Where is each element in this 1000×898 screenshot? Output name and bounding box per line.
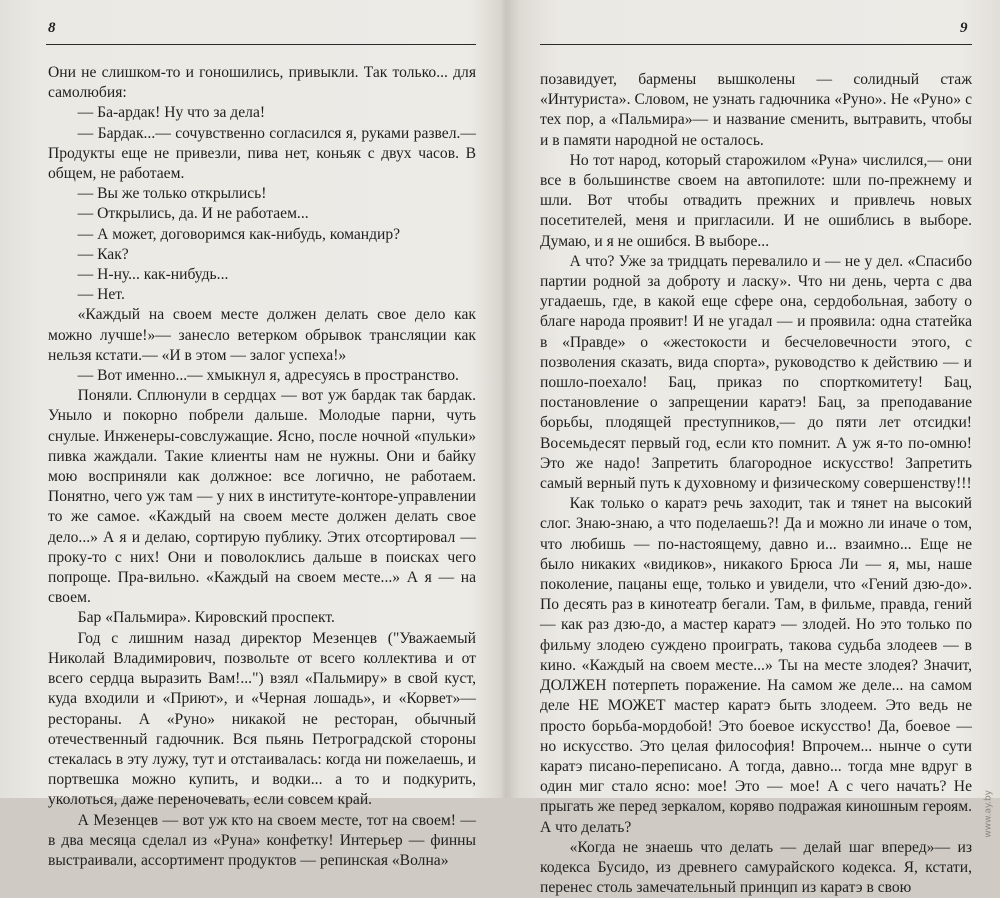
- paragraph: — Вы же только открылись!: [77, 185, 267, 203]
- page-number: 9: [960, 20, 968, 36]
- paragraph: — Как?: [77, 245, 129, 263]
- paragraph-continuation: позавидует, бармены вышколены — солидный стаж «Интуриста». Словом, не узнать гадючника «Руно». Не «Руно» с тех пор, а «Пальмира»— и название сменить, вытравить, чтобы и в памяти народной не осталось.: [540, 71, 972, 149]
- paragraph: — Н-ну... как-нибудь...: [77, 266, 229, 284]
- paragraph: Они не слишком-то и гоношились, привыкли. Так только... для самолюбия:: [48, 64, 476, 102]
- paragraph: Как только о каратэ речь заходит, так и тянет на высокий слог. Знаю-знаю, а что поделаешь?! Да и можно ли иначе о том, что любишь — по-настоящему, давно и... взаимно... Еще не было никаких «видиков», никакого Брюса Ли — я, мы, наше поколение, пацаны еще, только и увидели, что «Гений дзю-до». По десять раз в кинотеатр бегали. Там, в фильме, правда, гений — как раз дзю-до, а мастер каратэ — злодей. Но это только по фильму злодею суждено проиграть, такова судьба злодеев — в кино. «Каждый на своем месте...» Ты на месте злодея? Значит, ДОЛЖЕН потерпеть поражение. На самом же деле... на самом деле НЕ МОЖЕТ мастер каратэ быть злодеем. Это ведь не просто борьба-мордобой! Это боевое искусство! Да, боевое — но искусство. Это целая философия! Впрочем... нынче о сути каратэ писано-переписано. А тогда, давно... тогда мне вдруг в один миг стало ясно: мое! Это — мое! А с чего начать? Не прыгать же перед зеркалом, коряво подражая киношным героям. А что делать?: [540, 495, 972, 836]
- header-rule: [540, 44, 972, 45]
- paragraph: «Когда не знаешь что делать — делай шаг вперед»— из кодекса Бусидо, из древнего самурайского кодекса. Я, кстати, перенес столь замечательный принцип из каратэ в свою: [540, 838, 972, 897]
- right-page: [505, 0, 1000, 897]
- paragraph: «Каждый на своем месте должен делать свое дело как можно лучше!»— занесло ветерком обрывок трансляции как нельзя кстати.— «И в этом — залог успеха!»: [48, 306, 476, 364]
- watermark: www.ay.by: [984, 790, 994, 838]
- paragraph: А Мезенцев — вот уж кто на своем месте, тот на своем! — в два месяца сделал из «Руна» конфетку! Интерьер — финны выстраивали, ассортимент продуктов — репинская «Волна»: [48, 811, 476, 869]
- paragraph: А что? Уже за тридцать перевалило и — не у дел. «Спасибо партии родной за доброту и ласку». Что ни день, черта с два угадаешь, где, в какой еще сфере она, сердобольная, заботу о благе народа проявит! И не угадал — и проявила: одна статейка в «Правде» о «жестокости и бесчеловечности этого, с позволения сказать, вида спорта», руководство к действию — и пошло-поехало! Бац, приказ по спорткомитету! Бац, постановление о запрещении каратэ! Бац, за преподавание борьбы, плодящей преступников,— до пяти лет отсидки! Восемьдесят первый год, если кто помнит. А уж я-то по-омню! Это же надо! Запретить благородное искусство! Запретить самый верный путь к духовному и физическому совершенству!!!: [540, 252, 972, 493]
- paragraph: — Ба-ардак! Ну что за дела!: [77, 104, 266, 122]
- paragraph: — А может, договоримся как-нибудь, командир?: [77, 225, 401, 243]
- page-text: [48, 63, 476, 871]
- paragraph: Год с лишним назад директор Мезенцев ("Уважаемый Николай Владимирович, позвольте от всего коллектива и от всего сердца выразить Вам!...") взял «Пальмиру» в свой куст, куда входили и «Приют», и «Черная лошадь», и «Корвет»— рестораны. А «Руно» никакой не ресторан, обычный отечественный гадючник. Вся пьянь Петроградской стороны стекалась в эту лужу, тут и отстаивалась: когда ни пожелаешь, и портвешка можно купить, и водки... а то и подкурить, уколоться, даже переночевать, если совсем край.: [48, 629, 476, 809]
- left-page: [0, 0, 505, 869]
- header-rule: [46, 44, 476, 45]
- page-text: [540, 70, 972, 898]
- page-number: 8: [48, 20, 56, 36]
- paragraph: Бар «Пальмира». Кировский проспект.: [77, 609, 335, 627]
- paragraph: — Вот именно...— хмыкнул я, адресуясь в пространство.: [77, 367, 459, 385]
- paragraph: Но тот народ, который старожилом «Руна» числился,— они все в большинстве своем на автопилоте: шли по-прежнему и шли. Вот чтобы отвадить прежних и привлечь новых посетителей, меня и пригласили. И не ошиблись в выборе. Думаю, и я не ошибся. В выборе...: [540, 151, 972, 250]
- paragraph: — Открылись, да. И не работаем...: [77, 205, 309, 223]
- paragraph: Поняли. Сплюнули в сердцах — вот уж бардак так бардак. Уныло и покорно побрели дальше. Молодые парни, чуть снулые. Инженеры-совслужащие. Ясно, после ночной «пульки» пивка жаждали. Такие клиенты нам не нужны. Они и байку мою восприняли как должное: все логично, не работаем. Понятно, чего уж там — у них в институте-конторе-управлении то же самое. «Каждый на своем месте должен делать свое дело...» А я и делаю, сортирую публику. Этих отсортировал — проку-то с них! Они и поволоклись дальше в поисках чего попроще. Пра-вильно. «Каждый на своем месте...» А я — на своем.: [48, 387, 476, 607]
- paragraph: — Нет.: [77, 286, 125, 304]
- paragraph: — Бардак...— сочувственно согласился я, руками развел.— Продукты еще не привезли, пива нет, коньяк с двух часов. В общем, не работаем.: [48, 124, 476, 183]
